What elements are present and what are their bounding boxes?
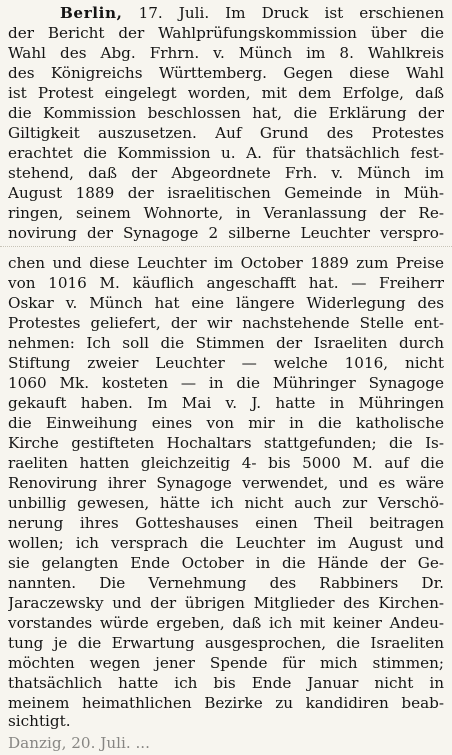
article-line: unbillig gewesen, hätte ich nicht auch zur Verschö-	[8, 494, 444, 512]
article-line: des Königreichs Württemberg. Gegen diese Wahl	[8, 64, 444, 82]
article-line: Giltigkeit auszusetzen. Auf Grund des Protestes	[8, 124, 444, 142]
article-line: der Bericht der Wahlprüfungskommission über die	[8, 24, 444, 42]
article-line: wollen; ich versprach die Leuchter im August und	[8, 534, 444, 552]
article-line: sichtigt.	[8, 712, 71, 730]
article-line: ringen, seinem Wohnorte, in Veranlassung der Re-	[8, 204, 444, 222]
article-line: Renovirung ihrer Synagoge verwendet, und es wäre	[8, 474, 444, 492]
article-line: stehend, daß der Abgeordnete Frh. v. Münch im	[8, 164, 444, 182]
article-line: raeliten hatten gleichzeitig 4- bis 5000 M. auf die	[8, 454, 444, 472]
article-line: Kirche gestifteten Hochaltars stattgefunden; die Is-	[8, 434, 444, 452]
next-article-fragment: Danzig, 20. Juli. ...	[8, 734, 150, 752]
article-line: sie gelangten Ende October in die Hände der Ge-	[8, 554, 444, 572]
article-line: möchten wegen jener Spende für mich stimmen;	[8, 654, 444, 672]
article-line: ist Protest eingelegt worden, mit dem Erfolge, daß	[8, 84, 444, 102]
article-line: vorstandes würde ergeben, daß ich mit keiner Andeu-	[8, 614, 444, 632]
article-line: tung je die Erwartung ausgesprochen, die Israeliten	[8, 634, 444, 652]
article-line: meinem heimathlichen Bezirke zu kandidiren beab-	[8, 694, 444, 712]
article-line: nerung ihres Gotteshauses einen Theil beitragen	[8, 514, 444, 532]
column-break	[0, 246, 452, 247]
article-line: Stiftung zweier Leuchter — welche 1016, nicht	[8, 354, 444, 372]
article-line: Wahl des Abg. Frhrn. v. Münch im 8. Wahlkreis	[8, 44, 444, 62]
article-line: nannten. Die Vernehmung des Rabbiners Dr.	[8, 574, 444, 592]
article-line: von 1016 M. käuflich angeschafft hat. — Freiherr	[8, 274, 444, 292]
article-line: Jaraczewsky und der übrigen Mitglieder des Kirchen-	[8, 594, 444, 612]
article-line: die Einweihung eines von mir in die katholische	[8, 414, 444, 432]
article-line: August 1889 der israelitischen Gemeinde in Müh-	[8, 184, 444, 202]
article-line-text: Im Druck ist erschienen	[209, 4, 444, 22]
article-line: die Kommission beschlossen hat, die Erklärung der	[8, 104, 444, 122]
article-line: nehmen: Ich soll die Stimmen der Israeliten durch	[8, 334, 444, 352]
article-line: Oskar v. Münch hat eine längere Widerlegung des	[8, 294, 444, 312]
article-line: chen und diese Leuchter im October 1889 zum Preise	[8, 254, 444, 272]
article-line: Protestes geliefert, der wir nachstehende Stelle ent-	[8, 314, 444, 332]
article-line: gekauft haben. Im Mai v. J. hatte in Mühringen	[8, 394, 444, 412]
article-line: novirung der Synagoge 2 silberne Leuchter verspro-	[8, 224, 444, 242]
dateline-date: 17. Juli.	[122, 4, 210, 22]
article-line: erachtet die Kommission u. A. für thatsächlich fest-	[8, 144, 444, 162]
article-line: 1060 Mk. kosteten — in die Mühringer Synagoge	[8, 374, 444, 392]
dateline-place: Berlin,	[60, 4, 123, 22]
article-line: thatsächlich hatte ich bis Ende Januar nicht in	[8, 674, 444, 692]
